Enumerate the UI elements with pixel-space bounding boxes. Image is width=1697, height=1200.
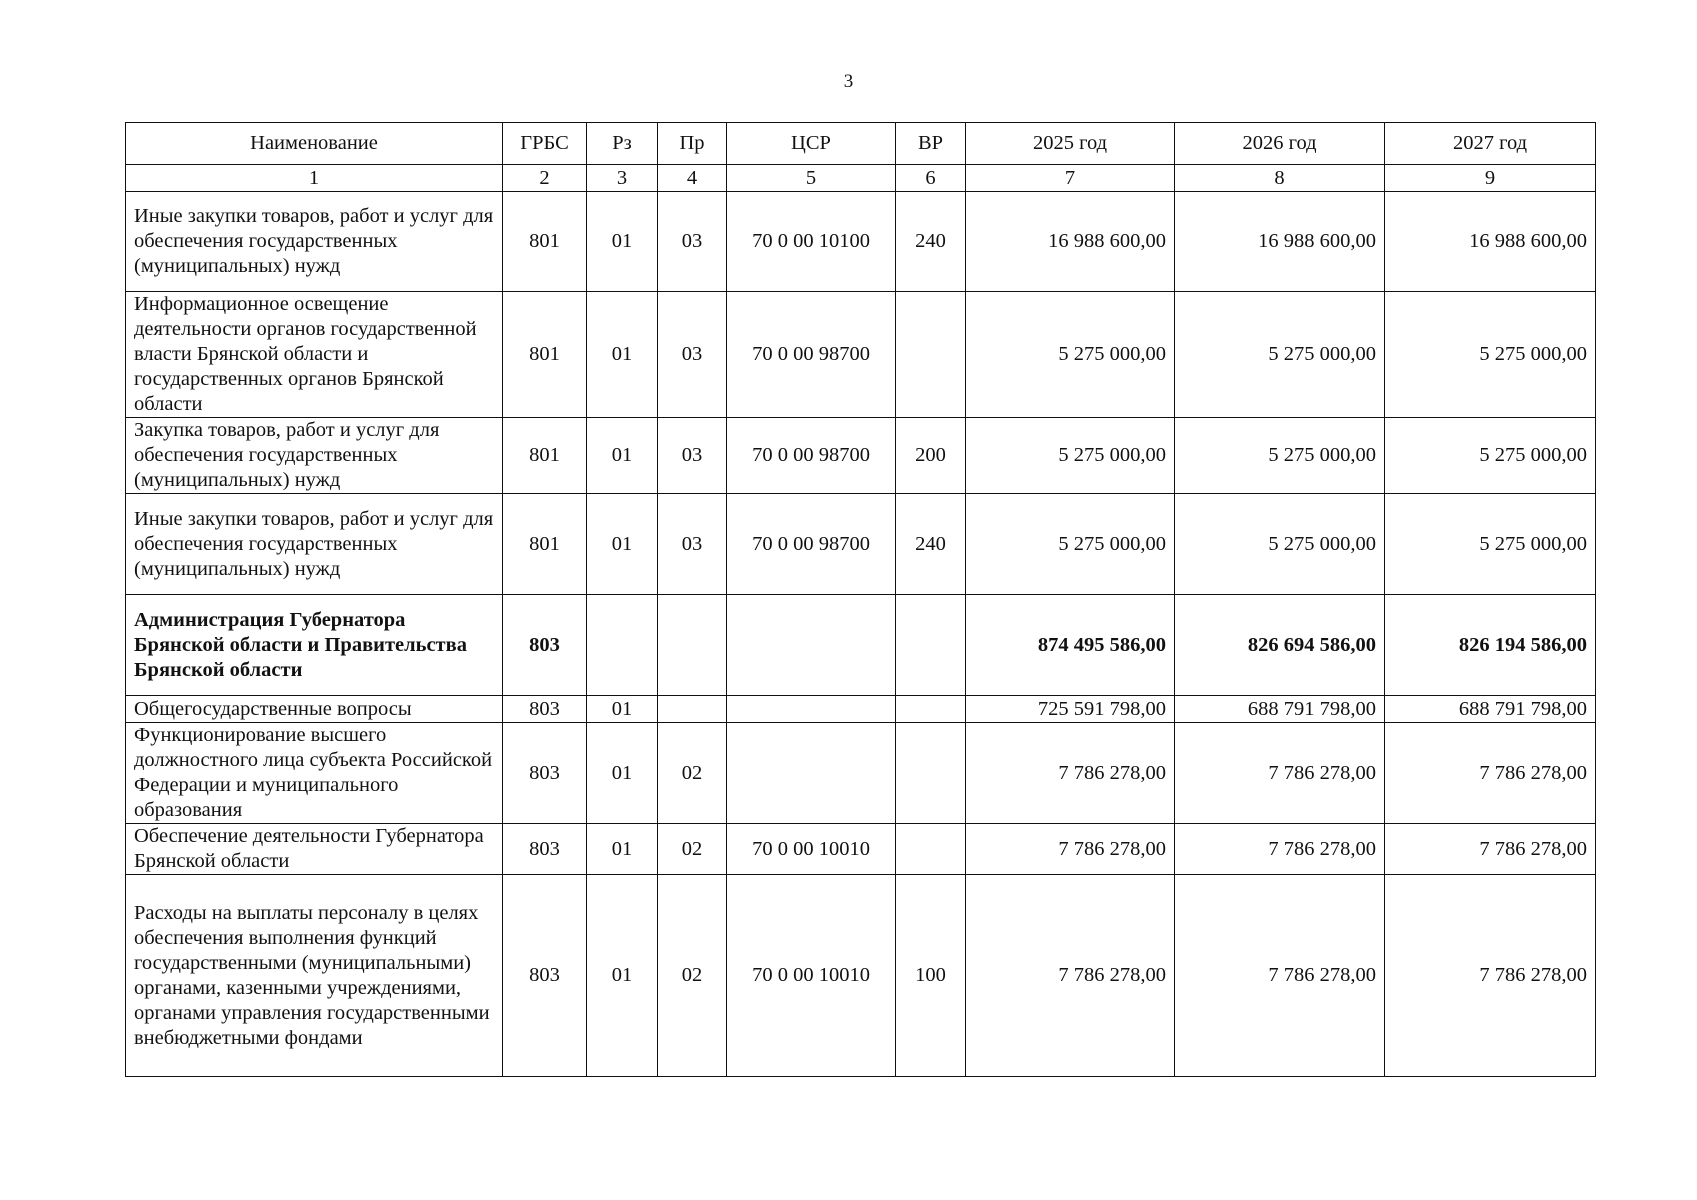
row-rz: 01 — [587, 494, 658, 595]
row-rz: 01 — [587, 696, 658, 723]
row-amount-2025: 5 275 000,00 — [966, 418, 1175, 494]
row-name: Общегосударственные вопросы — [126, 696, 503, 723]
row-pr — [658, 595, 727, 696]
row-grbs: 803 — [503, 595, 587, 696]
row-amount-2027: 5 275 000,00 — [1385, 494, 1596, 595]
row-rz: 01 — [587, 875, 658, 1077]
row-grbs: 803 — [503, 875, 587, 1077]
row-grbs: 801 — [503, 494, 587, 595]
row-amount-2026: 5 275 000,00 — [1175, 418, 1385, 494]
table-row — [126, 494, 1596, 595]
header-pr: Пр — [658, 123, 727, 165]
row-pr: 02 — [658, 723, 727, 824]
table-row — [126, 723, 1596, 824]
column-number: 2 — [503, 165, 587, 192]
row-csr — [727, 723, 896, 824]
row-grbs: 801 — [503, 418, 587, 494]
column-number-row — [126, 165, 1596, 192]
row-grbs: 801 — [503, 292, 587, 418]
row-grbs: 803 — [503, 824, 587, 875]
row-csr: 70 0 00 10100 — [727, 192, 896, 292]
header-rz: Рз — [587, 123, 658, 165]
row-amount-2026: 7 786 278,00 — [1175, 824, 1385, 875]
row-csr: 70 0 00 98700 — [727, 418, 896, 494]
column-number: 3 — [587, 165, 658, 192]
table-row — [126, 292, 1596, 418]
row-vr — [896, 292, 966, 418]
row-vr — [896, 723, 966, 824]
row-name: Иные закупки товаров, работ и услуг для обеспечения государственных (муниципальных) нужд — [126, 494, 503, 595]
row-amount-2025: 16 988 600,00 — [966, 192, 1175, 292]
page-number: 3 — [843, 71, 854, 92]
header-row — [126, 123, 1596, 165]
row-rz — [587, 595, 658, 696]
row-amount-2025: 5 275 000,00 — [966, 292, 1175, 418]
row-amount-2026: 688 791 798,00 — [1175, 696, 1385, 723]
row-amount-2027: 16 988 600,00 — [1385, 192, 1596, 292]
row-name: Функционирование высшего должностного лица субъекта Российской Федерации и муниципального образования — [126, 723, 503, 824]
row-name: Иные закупки товаров, работ и услуг для обеспечения государственных (муниципальных) нужд — [126, 192, 503, 292]
column-number: 7 — [966, 165, 1175, 192]
row-amount-2025: 7 786 278,00 — [966, 824, 1175, 875]
table-row — [126, 595, 1596, 696]
table-row — [126, 192, 1596, 292]
row-pr — [658, 696, 727, 723]
row-amount-2025: 7 786 278,00 — [966, 875, 1175, 1077]
row-name: Обеспечение деятельности Губернатора Брянской области — [126, 824, 503, 875]
row-vr: 100 — [896, 875, 966, 1077]
row-amount-2026: 5 275 000,00 — [1175, 494, 1385, 595]
row-pr: 03 — [658, 494, 727, 595]
table-row — [126, 696, 1596, 723]
column-number: 8 — [1175, 165, 1385, 192]
row-amount-2027: 688 791 798,00 — [1385, 696, 1596, 723]
row-amount-2027: 7 786 278,00 — [1385, 875, 1596, 1077]
row-vr: 240 — [896, 494, 966, 595]
row-pr: 02 — [658, 875, 727, 1077]
table-row — [126, 824, 1596, 875]
row-rz: 01 — [587, 192, 658, 292]
header-name: Наименование — [126, 123, 503, 165]
row-name: Администрация Губернатора Брянской области и Правительства Брянской области — [126, 595, 503, 696]
row-amount-2025: 7 786 278,00 — [966, 723, 1175, 824]
row-amount-2026: 826 694 586,00 — [1175, 595, 1385, 696]
header-year-2025: 2025 год — [966, 123, 1175, 165]
row-name: Информационное освещение деятельности органов государственной власти Брянской области и государственных органов Брянской области — [126, 292, 503, 418]
row-amount-2027: 5 275 000,00 — [1385, 292, 1596, 418]
row-vr — [896, 595, 966, 696]
row-amount-2025: 5 275 000,00 — [966, 494, 1175, 595]
row-csr: 70 0 00 98700 — [727, 494, 896, 595]
row-name: Расходы на выплаты персоналу в целях обеспечения выполнения функций государственными (муниципальными) органами, казенными учреждениями, органами управления государственными внебюджетными фондами — [126, 875, 503, 1077]
row-csr: 70 0 00 10010 — [727, 824, 896, 875]
row-amount-2027: 7 786 278,00 — [1385, 723, 1596, 824]
row-vr: 240 — [896, 192, 966, 292]
header-grbs: ГРБС — [503, 123, 587, 165]
table-row — [126, 875, 1596, 1077]
row-vr: 200 — [896, 418, 966, 494]
header-year-2027: 2027 год — [1385, 123, 1596, 165]
budget-table — [125, 122, 1596, 1077]
row-amount-2027: 7 786 278,00 — [1385, 824, 1596, 875]
header-vr: ВР — [896, 123, 966, 165]
row-csr — [727, 696, 896, 723]
row-amount-2026: 16 988 600,00 — [1175, 192, 1385, 292]
row-csr: 70 0 00 10010 — [727, 875, 896, 1077]
column-number: 6 — [896, 165, 966, 192]
table-row — [126, 418, 1596, 494]
row-amount-2027: 5 275 000,00 — [1385, 418, 1596, 494]
column-number: 1 — [126, 165, 503, 192]
row-pr: 03 — [658, 292, 727, 418]
column-number: 5 — [727, 165, 896, 192]
row-rz: 01 — [587, 824, 658, 875]
row-amount-2027: 826 194 586,00 — [1385, 595, 1596, 696]
row-amount-2025: 874 495 586,00 — [966, 595, 1175, 696]
row-name: Закупка товаров, работ и услуг для обеспечения государственных (муниципальных) нужд — [126, 418, 503, 494]
row-csr: 70 0 00 98700 — [727, 292, 896, 418]
row-pr: 03 — [658, 418, 727, 494]
row-grbs: 801 — [503, 192, 587, 292]
row-amount-2026: 7 786 278,00 — [1175, 723, 1385, 824]
column-number: 9 — [1385, 165, 1596, 192]
row-pr: 02 — [658, 824, 727, 875]
header-year-2026: 2026 год — [1175, 123, 1385, 165]
row-rz: 01 — [587, 723, 658, 824]
row-pr: 03 — [658, 192, 727, 292]
row-grbs: 803 — [503, 696, 587, 723]
row-amount-2025: 725 591 798,00 — [966, 696, 1175, 723]
row-grbs: 803 — [503, 723, 587, 824]
row-csr — [727, 595, 896, 696]
column-number: 4 — [658, 165, 727, 192]
header-csr: ЦСР — [727, 123, 896, 165]
row-rz: 01 — [587, 292, 658, 418]
row-vr — [896, 696, 966, 723]
row-vr — [896, 824, 966, 875]
row-amount-2026: 7 786 278,00 — [1175, 875, 1385, 1077]
row-rz: 01 — [587, 418, 658, 494]
row-amount-2026: 5 275 000,00 — [1175, 292, 1385, 418]
